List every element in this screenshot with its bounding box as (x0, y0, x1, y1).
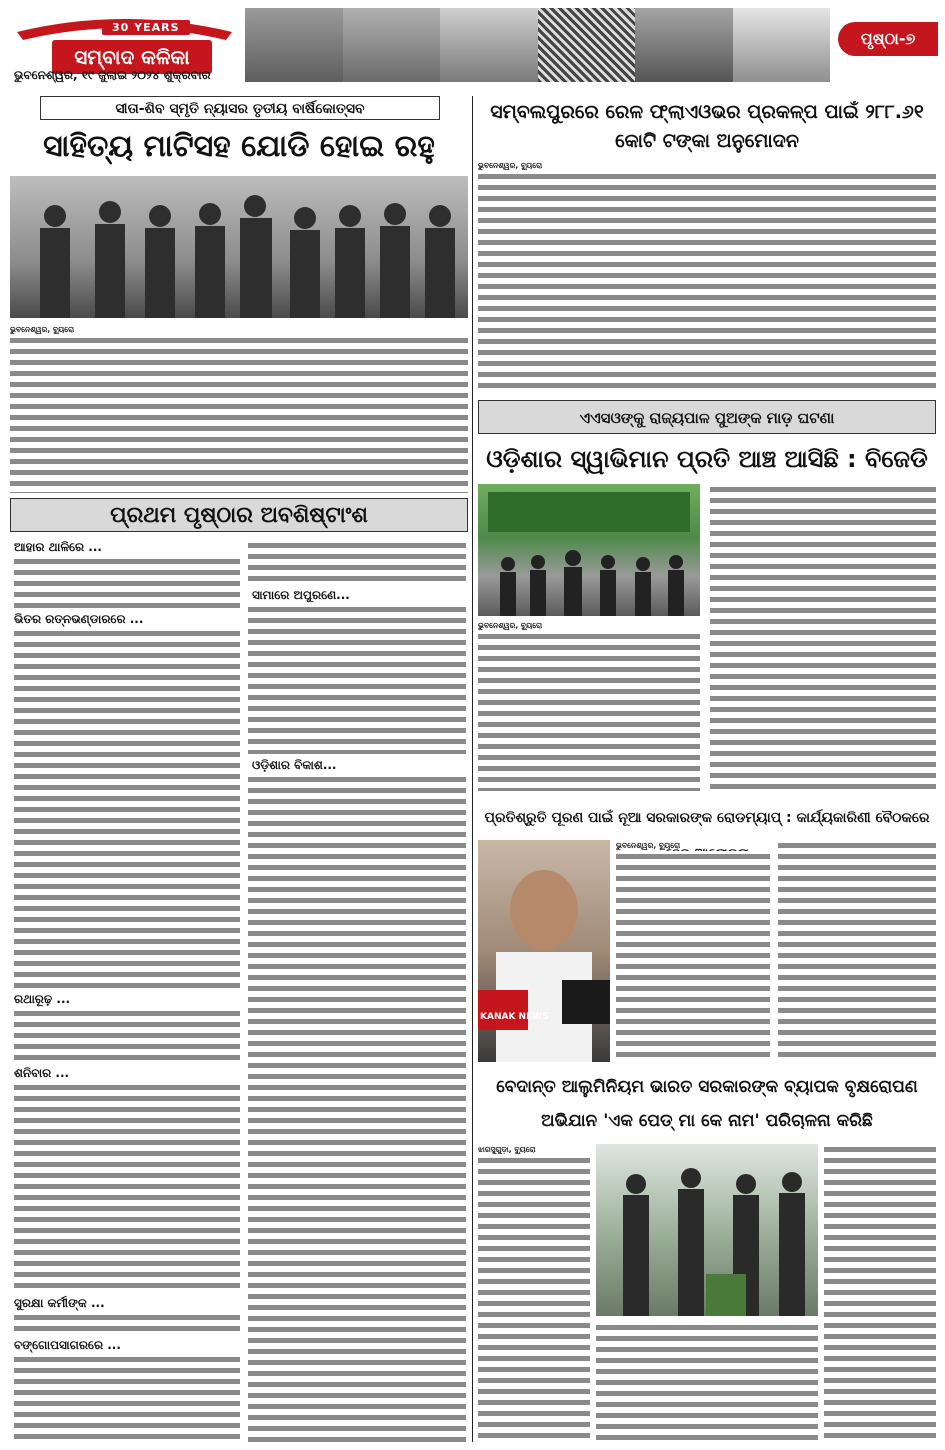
story3-subhead-6: ବଙ୍ଗୋପସାଗରରେ ... (14, 1338, 121, 1352)
story3-subhead-1: ଆହାର ଥାଳିରେ ... (14, 540, 102, 554)
story4-body-col2 (710, 484, 936, 792)
story3-subhead-8: ଓଡ଼ିଶାର ବିକାଶ... (252, 758, 337, 772)
story5-byline: ଭୁବନେଶ୍ୱର, ବ୍ୟୁରୋ (616, 841, 681, 850)
story3-text-col2-top (248, 540, 466, 584)
story5-photo (478, 840, 610, 1062)
story1-headline: ସାହିତ୍ୟ ମାଟିସହ ଯୋଡି ହୋଇ ରହୁ (43, 129, 435, 164)
story1-body (10, 324, 468, 494)
story3-text-col2-bottom (248, 774, 466, 1442)
story6-headline-line2: ଅଭିଯାନ 'ଏକ ପେଡ୍ ମା କେ ନାମ' ପରିଚାଳନା କରିଛି (541, 1111, 873, 1131)
art-photo (538, 8, 636, 82)
story2-text (478, 171, 936, 389)
story3-headline: ପ୍ରଥମ ପୃଷ୍ଠାର ଅବଶିଷ୍ଟାଂଶ (10, 498, 468, 532)
dateline: ଭୁବନେଶ୍ୱର, ୧୯ ଜୁଲାଇ ୨୦୨୪ ଶୁକ୍ରବାର (14, 68, 211, 82)
story4-headline: ଓଡ଼ିଶାର ସ୍ୱାଭିମାନ ପ୍ରତି ଆଞ୍ଚ ଆସିଛି : ବିଜେଡି (486, 445, 928, 473)
page-number-badge: ପୃଷ୍ଠା-୭ (838, 22, 938, 56)
story3-text-6 (14, 1354, 240, 1442)
story1-photo (10, 176, 468, 318)
story6-body-col3 (824, 1144, 936, 1442)
story5-body-col1 (616, 840, 770, 1062)
speaker-portrait-icon (478, 840, 610, 1062)
story1-kicker: ସୀତା-ଶିବ ସ୍ମୃତି ନ୍ୟାସର ତୃତୀୟ ବାର୍ଷିକୋତ୍ସବ (40, 96, 440, 120)
story3-text-1 (14, 556, 240, 608)
story6-photo (596, 1144, 818, 1316)
story6-body-col1 (478, 1144, 590, 1442)
story5-body-col2 (778, 840, 936, 1062)
story5-headline: ପ୍ରତିଶ୍ରୁତି ପୂରଣ ପାଇଁ ନୂଆ ସରକାରଙ୍କ ରୋଡମ୍ୟାପ୍ : କାର୍ଯ୍ୟକାରିଣୀ ବୈଠକରେ (484, 810, 930, 826)
story2-byline: ଭୁବନେଶ୍ୱର, ବ୍ୟୁରୋ (478, 161, 543, 170)
story6-body-col2 (596, 1322, 818, 1442)
protest-crowd-icon (478, 484, 700, 616)
story2-body (478, 160, 936, 390)
story6-headline-line1: ବେଦାନ୍ତ ଆଲୁମିନିୟମ ଭାରତ ସରକାରଙ୍କ ବ୍ୟାପକ ବୃକ୍ଷରୋପଣ (496, 1077, 918, 1097)
story2-headline: ସମ୍ବଲପୁରରେ ରେଳ ଫ୍ଲାଏଓଭର ପ୍ରକଳ୍ପ ପାଇଁ ୨୮୮.୬୧ କୋଟି ଟଙ୍କା ଅନୁମୋଦନ (490, 101, 924, 152)
story3-text-col2-mid (248, 604, 466, 754)
story3-subhead-3: ରଥାରୂଢ଼ ... (14, 992, 71, 1006)
temple-photo (245, 8, 343, 82)
plantation-people-icon (596, 1144, 818, 1316)
story3-subhead-7: ସାମାରେ ଅପୁରଣେ... (252, 588, 350, 602)
masthead (0, 0, 945, 90)
story5-text-1 (616, 851, 770, 1061)
people-group-icon (10, 176, 468, 318)
story4-kicker: ଏଏସଓଙ୍କୁ ରାଜ୍ୟପାଳ ପୁଅଙ୍କ ମାଡ଼ ଘଟଣା (478, 400, 936, 434)
story3-text-5 (14, 1312, 240, 1334)
story3-text-4 (14, 1082, 240, 1292)
column-rule-left (472, 96, 473, 1442)
women-photo (635, 8, 733, 82)
story3-text-3 (14, 1008, 240, 1062)
children-photo (440, 8, 538, 82)
story3-subhead-5: ସୁରକ୍ଷା କର୍ମୀଙ୍କ ... (14, 1296, 105, 1310)
craft-photo (343, 8, 441, 82)
header-photo-strip (245, 8, 830, 82)
coast-photo (733, 8, 831, 82)
story3-subhead-4: ଶନିବାର ... (14, 1066, 70, 1080)
story4-byline: ଭୁବନେଶ୍ୱର, ବ୍ୟୁରୋ (478, 621, 543, 630)
story6-text-1 (478, 1155, 590, 1441)
story1-byline: ଭୁବନେଶ୍ୱର, ବ୍ୟୁରୋ (10, 325, 75, 334)
story4-photo (478, 484, 700, 616)
story4-text-1 (478, 631, 700, 791)
years-badge: 30 YEARS (102, 20, 190, 35)
logo-text: ସମ୍ବାଦ କଳିକା (52, 40, 212, 74)
story6-byline: ଝାରସୁଗୁଡ଼ା, ବ୍ୟୁରୋ (478, 1145, 536, 1154)
story3-text-2 (14, 628, 240, 988)
story4-body-col1 (478, 620, 700, 792)
story1-text (10, 335, 468, 493)
story5-photo-caption: KANAK NEWS (480, 1012, 549, 1022)
story3-subhead-2: ଭିତର ରତ୍ନଭଣ୍ଡାରରେ ... (14, 612, 144, 626)
